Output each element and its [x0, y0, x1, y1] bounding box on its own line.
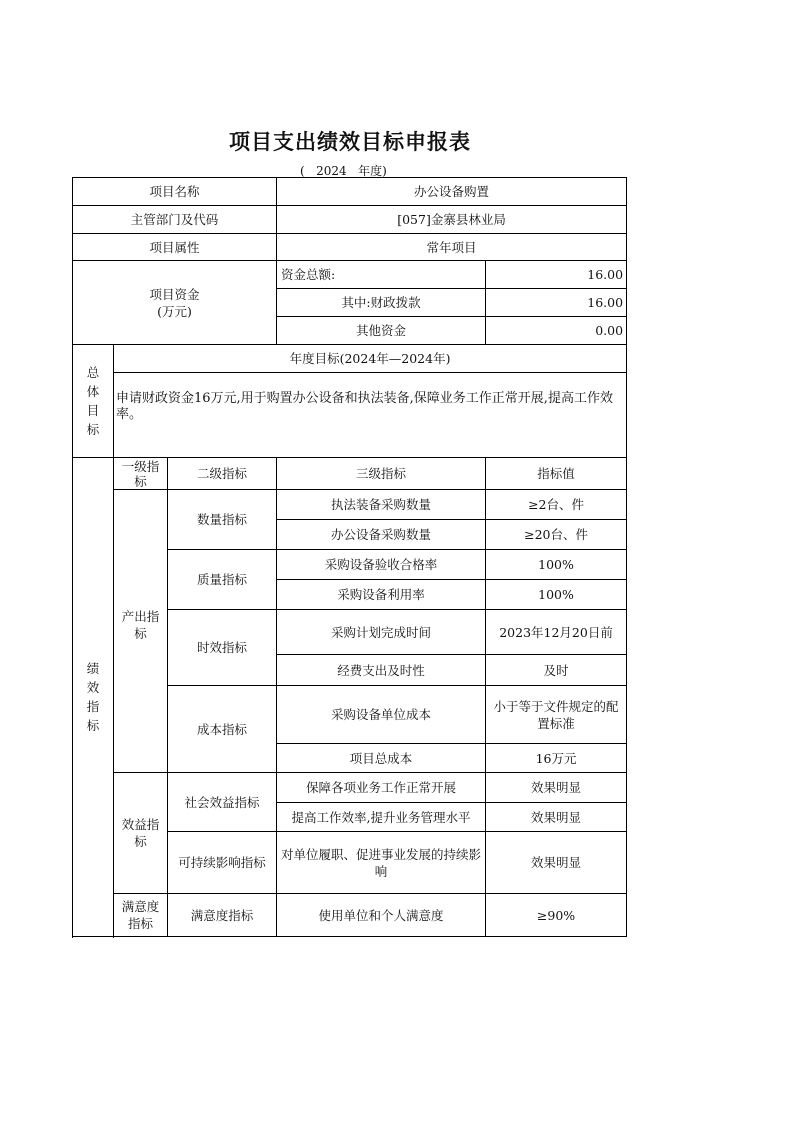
dept-label: 主管部门及代码	[73, 206, 277, 234]
satisfaction-label: 满意度指标	[114, 894, 168, 937]
table-row	[73, 206, 627, 234]
other-value: 0.00	[486, 317, 627, 345]
performance-table	[72, 177, 627, 937]
indicator-value: 2023年12月20日前	[486, 610, 627, 655]
indicator-value: ≥2台、件	[486, 490, 627, 520]
overall-side-label: 总 体 目 标	[73, 345, 114, 458]
table-row	[73, 773, 627, 803]
output-label: 产出指标	[114, 490, 168, 773]
project-name-label: 项目名称	[73, 178, 277, 206]
header-level2: 二级指标	[168, 458, 277, 490]
indicator-name: 提高工作效率,提升业务管理水平	[277, 803, 486, 832]
table-row	[73, 894, 627, 937]
overall-text: 申请财政资金16万元,用于购置办公设备和执法装备,保障业务工作正常开展,提高工作效率。	[114, 373, 627, 458]
indicator-name: 对单位履职、促进事业发展的持续影响	[277, 832, 486, 894]
indicator-value: ≥20台、件	[486, 520, 627, 550]
fiscal-value: 16.00	[486, 289, 627, 317]
table-row	[73, 345, 627, 373]
overall-header: 年度目标(2024年—2024年)	[114, 345, 627, 373]
cost-label: 成本指标	[168, 686, 277, 773]
satisfaction-sub-label: 满意度指标	[168, 894, 277, 937]
header-level3: 三级指标	[277, 458, 486, 490]
total-value: 16.00	[486, 261, 627, 289]
year-line: ( 2024 年度)	[300, 164, 387, 178]
social-label: 社会效益指标	[168, 773, 277, 832]
indicator-name: 执法装备采购数量	[277, 490, 486, 520]
quantity-label: 数量指标	[168, 490, 277, 550]
table-row	[73, 234, 627, 261]
indicator-value: 及时	[486, 655, 627, 686]
indicator-value: 100%	[486, 580, 627, 610]
fund-label	[73, 261, 277, 345]
fiscal-label: 其中:财政拨款	[277, 289, 486, 317]
indicator-name: 使用单位和个人满意度	[277, 894, 486, 937]
sustain-label: 可持续影响指标	[168, 832, 277, 894]
total-label: 资金总额:	[277, 261, 486, 289]
quality-label: 质量指标	[168, 550, 277, 610]
fund-label-line1: 项目资金	[149, 286, 200, 302]
indicator-value: 16万元	[486, 744, 627, 773]
indicator-name: 保障各项业务工作正常开展	[277, 773, 486, 803]
indicator-value: 小于等于文件规定的配置标准	[486, 686, 627, 744]
indicator-value: 效果明显	[486, 773, 627, 803]
page-title: 项目支出绩效目标申报表	[229, 130, 471, 154]
project-name-value: 办公设备购置	[277, 178, 627, 206]
indicator-value: 100%	[486, 550, 627, 580]
performance-side-label: 绩 效 指 标	[73, 458, 114, 937]
indicator-value: 效果明显	[486, 803, 627, 832]
attr-label: 项目属性	[73, 234, 277, 261]
indicator-name: 采购设备利用率	[277, 580, 486, 610]
indicator-name: 项目总成本	[277, 744, 486, 773]
indicator-name: 采购设备验收合格率	[277, 550, 486, 580]
benefit-label: 效益指标	[114, 773, 168, 894]
indicator-name: 办公设备采购数量	[277, 520, 486, 550]
table-row	[73, 261, 627, 289]
dept-value: [057]金寨县林业局	[277, 206, 627, 234]
indicator-name: 经费支出及时性	[277, 655, 486, 686]
table-row	[73, 178, 627, 206]
other-label: 其他资金	[277, 317, 486, 345]
indicator-name: 采购设备单位成本	[277, 686, 486, 744]
indicator-value: ≥90%	[486, 894, 627, 937]
header-level1: 一级指标	[114, 458, 168, 490]
fund-label-line2: (万元)	[157, 303, 192, 319]
header-value: 指标值	[486, 458, 627, 490]
attr-value: 常年项目	[277, 234, 627, 261]
timeliness-label: 时效指标	[168, 610, 277, 686]
indicator-name: 采购计划完成时间	[277, 610, 486, 655]
table-row	[73, 490, 627, 520]
table-row	[73, 458, 627, 490]
table-row	[73, 373, 627, 458]
indicator-value: 效果明显	[486, 832, 627, 894]
